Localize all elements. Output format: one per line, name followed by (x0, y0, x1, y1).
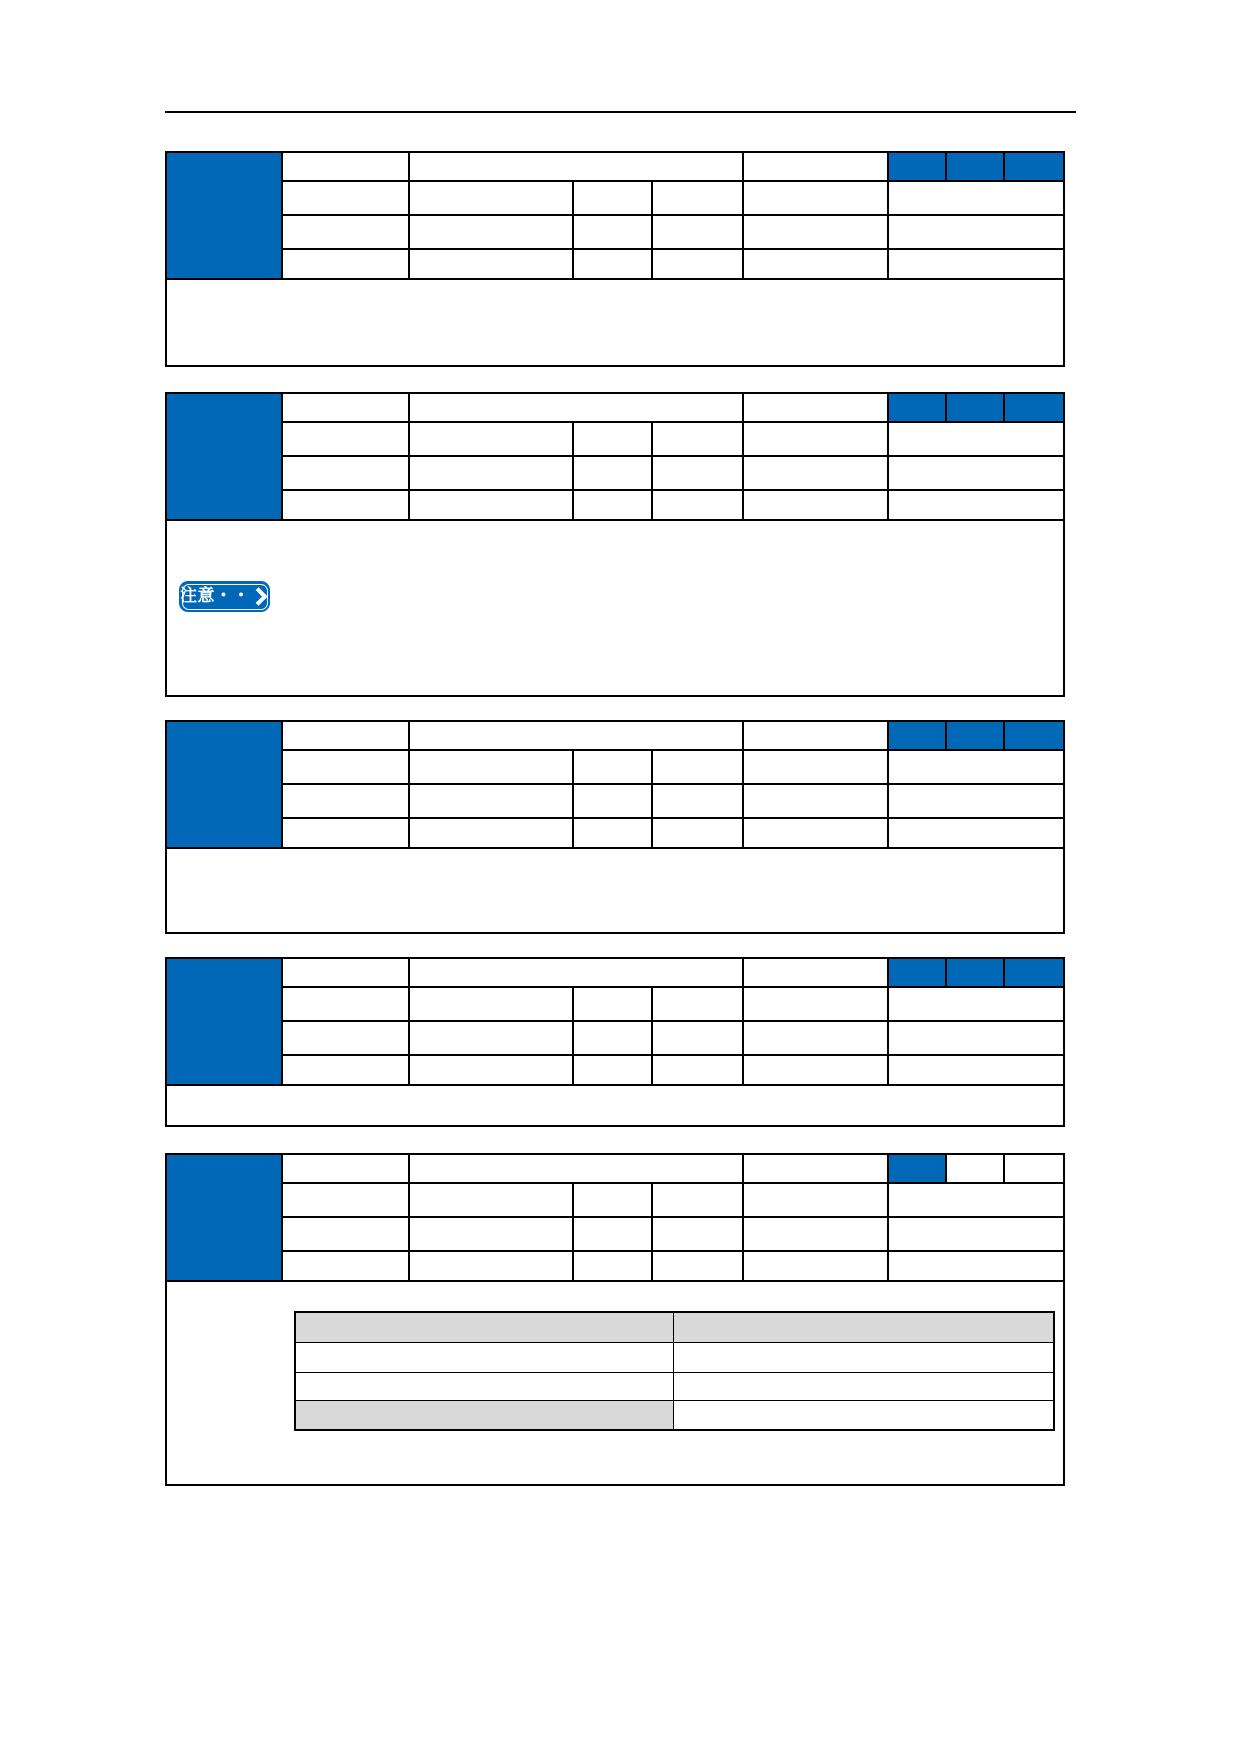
field-cell (282, 1183, 409, 1217)
field-cell (409, 249, 573, 279)
field-cell (888, 1251, 1064, 1281)
field-cell (573, 249, 652, 279)
field-cell (282, 958, 409, 987)
sub-table-cell (673, 1342, 1054, 1372)
code-cell (946, 152, 1004, 181)
field-cell (409, 490, 573, 520)
field-cell (409, 818, 573, 848)
field-cell (409, 456, 573, 490)
field-cell (409, 181, 573, 215)
field-cell (743, 1251, 888, 1281)
notice-badge-label: 注意・・ (180, 586, 250, 606)
field-cell (743, 181, 888, 215)
remarks-area (166, 848, 1064, 933)
field-cell (743, 1021, 888, 1055)
field-cell (888, 784, 1064, 818)
field-cell (652, 181, 743, 215)
sub-table-header-cell (673, 1312, 1054, 1342)
section-label-cell (166, 721, 282, 848)
field-cell (409, 958, 743, 987)
code-cell (888, 393, 946, 422)
field-cell (282, 490, 409, 520)
field-cell (409, 784, 573, 818)
field-cell (573, 784, 652, 818)
field-cell (652, 456, 743, 490)
field-cell (409, 393, 743, 422)
field-cell (282, 818, 409, 848)
field-cell (409, 152, 743, 181)
field-cell (573, 422, 652, 456)
remarks-area (166, 279, 1064, 366)
field-cell (409, 1154, 743, 1183)
field-cell (743, 1183, 888, 1217)
sub-table-label-cell (295, 1400, 673, 1430)
field-cell (743, 215, 888, 249)
field-cell (282, 784, 409, 818)
field-cell (888, 1021, 1064, 1055)
field-cell (573, 1183, 652, 1217)
field-cell (888, 987, 1064, 1021)
field-cell (652, 1217, 743, 1251)
form-block-1 (165, 151, 1065, 367)
field-cell (743, 1055, 888, 1085)
field-cell (888, 456, 1064, 490)
field-cell (743, 750, 888, 784)
sub-table-cell (295, 1342, 673, 1372)
field-cell (888, 1055, 1064, 1085)
code-cell (888, 958, 946, 987)
field-cell (652, 818, 743, 848)
field-cell (282, 1217, 409, 1251)
section-label-cell (166, 393, 282, 520)
notice-badge (179, 581, 270, 612)
field-cell (409, 1183, 573, 1217)
sub-table-cell (295, 1372, 673, 1400)
section-label-cell (166, 152, 282, 279)
field-cell (409, 987, 573, 1021)
field-cell (743, 784, 888, 818)
field-cell (888, 818, 1064, 848)
field-cell (743, 1217, 888, 1251)
field-cell (743, 958, 888, 987)
field-cell (652, 1021, 743, 1055)
field-cell (743, 249, 888, 279)
code-cell (1004, 958, 1064, 987)
field-cell (282, 750, 409, 784)
field-cell (282, 249, 409, 279)
form-block-2 (165, 392, 1065, 697)
field-cell (573, 181, 652, 215)
field-cell (573, 1055, 652, 1085)
field-cell (573, 1251, 652, 1281)
form-block-5 (165, 1153, 1065, 1486)
field-cell (652, 1055, 743, 1085)
sub-table (294, 1311, 1055, 1431)
field-cell (652, 1183, 743, 1217)
code-cell (1004, 393, 1064, 422)
header-rule (165, 111, 1076, 113)
field-cell (282, 1154, 409, 1183)
field-cell (409, 1251, 573, 1281)
section-label-cell (166, 1154, 282, 1281)
field-cell (282, 1021, 409, 1055)
field-cell (743, 987, 888, 1021)
field-cell (282, 215, 409, 249)
field-cell (409, 215, 573, 249)
code-cell (888, 721, 946, 750)
field-cell (652, 987, 743, 1021)
field-cell (888, 1183, 1064, 1217)
field-cell (573, 490, 652, 520)
field-cell (282, 1055, 409, 1085)
field-cell (282, 152, 409, 181)
code-cell (1004, 152, 1064, 181)
sub-table-cell (673, 1400, 1054, 1430)
field-cell (573, 456, 652, 490)
field-cell (652, 784, 743, 818)
code-cell (946, 721, 1004, 750)
code-cell (1004, 1154, 1064, 1183)
field-cell (652, 490, 743, 520)
field-cell (652, 215, 743, 249)
field-cell (573, 1217, 652, 1251)
field-cell (888, 249, 1064, 279)
code-cell (888, 1154, 946, 1183)
field-cell (573, 215, 652, 249)
field-cell (652, 750, 743, 784)
field-cell (888, 181, 1064, 215)
form-block-3 (165, 720, 1065, 934)
code-cell (946, 393, 1004, 422)
remarks-area (166, 1085, 1064, 1126)
field-cell (409, 422, 573, 456)
section-label-cell (166, 958, 282, 1085)
field-cell (888, 215, 1064, 249)
code-cell (946, 958, 1004, 987)
field-cell (652, 1251, 743, 1281)
field-cell (743, 818, 888, 848)
field-cell (409, 1217, 573, 1251)
field-cell (743, 721, 888, 750)
field-cell (888, 422, 1064, 456)
field-cell (652, 249, 743, 279)
field-cell (409, 750, 573, 784)
field-cell (409, 1021, 573, 1055)
form-block-4 (165, 957, 1065, 1127)
field-cell (282, 721, 409, 750)
field-cell (282, 987, 409, 1021)
field-cell (743, 152, 888, 181)
field-cell (652, 422, 743, 456)
field-cell (573, 1021, 652, 1055)
field-cell (409, 1055, 573, 1085)
field-cell (743, 456, 888, 490)
field-cell (573, 987, 652, 1021)
code-cell (1004, 721, 1064, 750)
field-cell (282, 456, 409, 490)
remarks-area (166, 520, 1064, 696)
field-cell (282, 1251, 409, 1281)
field-cell (743, 422, 888, 456)
field-cell (409, 721, 743, 750)
chevron-right-icon (249, 587, 267, 605)
code-cell (888, 152, 946, 181)
field-cell (888, 490, 1064, 520)
field-cell (573, 750, 652, 784)
sub-table-cell (673, 1372, 1054, 1400)
field-cell (888, 1217, 1064, 1251)
field-cell (573, 818, 652, 848)
field-cell (282, 393, 409, 422)
field-cell (743, 1154, 888, 1183)
code-cell (946, 1154, 1004, 1183)
field-cell (282, 422, 409, 456)
field-cell (888, 750, 1064, 784)
field-cell (743, 393, 888, 422)
remarks-area (166, 1281, 1064, 1485)
field-cell (282, 181, 409, 215)
field-cell (743, 490, 888, 520)
sub-table-header-cell (295, 1312, 673, 1342)
